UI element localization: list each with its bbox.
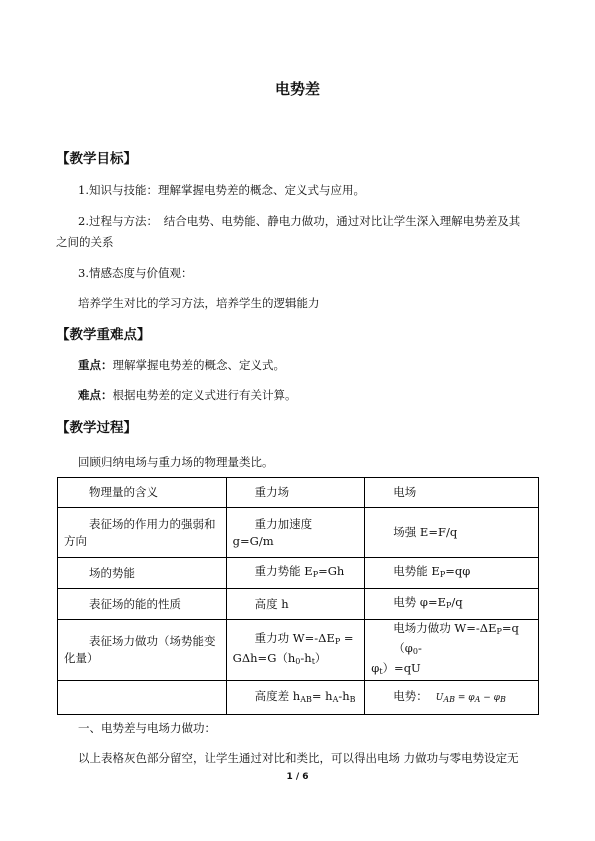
- cell-text: φ: [371, 661, 380, 675]
- cell-text: =qφ: [445, 564, 471, 578]
- subscript: B: [499, 694, 506, 704]
- subscript: t: [311, 657, 315, 666]
- cell-text: 高度差 h: [254, 688, 301, 703]
- table-row: [58, 681, 539, 715]
- cell-line: 重力加速度: [254, 516, 313, 531]
- formula-part: = φ: [455, 692, 475, 703]
- formula-part: U: [435, 692, 444, 703]
- cell-line: 表征场的作用力的强弱和: [89, 516, 216, 531]
- cell-text: =: [340, 631, 354, 645]
- table-cell: [58, 508, 227, 558]
- paragraph-line: 以上表格灰色部分留空，让学生通过对比和类比，可以得出电场 力做功与零电势设定无: [78, 751, 519, 765]
- cell-line: 化量）: [64, 651, 99, 665]
- table-cell-empty: [58, 681, 227, 715]
- cell-line: [233, 650, 365, 670]
- cell-text: =q（φ: [393, 621, 519, 655]
- cell-text: ）=qU: [382, 661, 421, 675]
- cell-line: [371, 620, 538, 660]
- page-number: 1 / 6: [286, 772, 309, 782]
- goal-item-1: 1.知识与技能：理解掌握电势差的概念、定义式与应用。: [78, 183, 365, 197]
- subscript: 0: [295, 657, 301, 666]
- table-cell: 场的势能: [58, 558, 227, 589]
- subscript: P: [496, 627, 502, 636]
- key-label: 重点：: [78, 358, 113, 372]
- table-cell: [226, 620, 365, 681]
- key-text: 理解掌握电势差的概念、定义式。: [112, 358, 285, 372]
- cell-line: 方向: [64, 533, 87, 548]
- cell-text: 重力功 W=-ΔE: [254, 631, 335, 645]
- table-row: [58, 478, 539, 508]
- subscript: P: [312, 570, 319, 579]
- goals-heading: 【教学目标】: [56, 151, 137, 167]
- table-cell: [365, 589, 539, 620]
- cell-line: g=G/m: [232, 533, 274, 548]
- table-cell: [365, 681, 539, 715]
- table-row: [58, 558, 539, 589]
- cell-text: 电势：: [393, 688, 428, 703]
- comparison-table: [57, 477, 539, 715]
- table-cell: [365, 620, 539, 681]
- table-row: [58, 508, 539, 558]
- cell-text: 电势 φ=E: [393, 595, 447, 609]
- table-cell: [226, 558, 365, 589]
- difficulty-label: 难点：: [78, 388, 113, 402]
- cell-text: -: [417, 641, 422, 655]
- table-cell: 高度 h: [226, 589, 365, 620]
- cell-line: 表征场力做功（场势能变: [89, 634, 216, 648]
- subscript: A: [474, 694, 481, 704]
- table-cell: [58, 620, 227, 681]
- difficulty-point: [78, 386, 297, 404]
- goal-item-2-cont: 之间的关系: [56, 235, 114, 249]
- header-cell: 电场: [365, 478, 539, 508]
- subscript: P: [446, 601, 452, 610]
- cell-text: ）: [314, 651, 327, 665]
- table-row: [58, 589, 539, 620]
- subscript: AB: [300, 694, 312, 704]
- difficulty-text: 根据电势差的定义式进行有关计算。: [112, 388, 297, 402]
- page-title: 电势差: [274, 80, 320, 98]
- section-one-heading: 一、电势差与电场力做功：: [78, 721, 216, 735]
- cell-text: 电势能 E: [393, 564, 440, 578]
- process-intro: 回顾归纳电场与重力场的物理量类比。: [78, 455, 274, 469]
- key-heading: 【教学重难点】: [56, 327, 151, 343]
- cell-text: GΔh=G（h: [232, 651, 296, 665]
- goal-item-3-text: 培养学生对比的学习方法，培养学生的逻辑能力: [78, 296, 320, 310]
- table-cell: 表征场的能的性质: [58, 589, 227, 620]
- subscript: AB: [443, 694, 456, 704]
- process-heading: 【教学过程】: [56, 420, 137, 436]
- goal-item-3: 3.情感态度与价值观：: [78, 266, 193, 280]
- cell-line: [371, 660, 538, 680]
- cell-text: -h: [338, 688, 350, 703]
- subscript: P: [439, 570, 446, 579]
- cell-text: -h: [300, 651, 312, 665]
- header-cell: 重力场: [226, 478, 365, 508]
- subscript: P: [334, 637, 341, 646]
- cell-line: [233, 630, 365, 650]
- table-cell: [226, 508, 365, 558]
- formula-part: − φ: [480, 692, 500, 703]
- goal-item-2: 2.过程与方法： 结合电势、电势能、静电力做功，通过对比让学生深入理解电势差及其: [78, 214, 521, 228]
- table-cell: [365, 558, 539, 589]
- header-cell: 物理量的含义: [58, 478, 227, 508]
- subscript: 0: [412, 647, 418, 656]
- cell-text: =Gh: [318, 564, 345, 578]
- subscript: B: [349, 694, 356, 704]
- cell-text: 重力势能 E: [254, 564, 313, 578]
- table-row: [58, 620, 539, 681]
- table-cell: [226, 681, 365, 715]
- formula: [436, 693, 506, 703]
- table-cell: 场强 E=F/q: [365, 508, 539, 558]
- key-point: [78, 356, 285, 374]
- cell-text: /q: [451, 595, 463, 609]
- subscript: t: [379, 667, 383, 676]
- cell-text: = h: [311, 688, 333, 703]
- cell-text: 电场力做功 W=-ΔE: [393, 621, 497, 635]
- subscript: A: [332, 694, 339, 704]
